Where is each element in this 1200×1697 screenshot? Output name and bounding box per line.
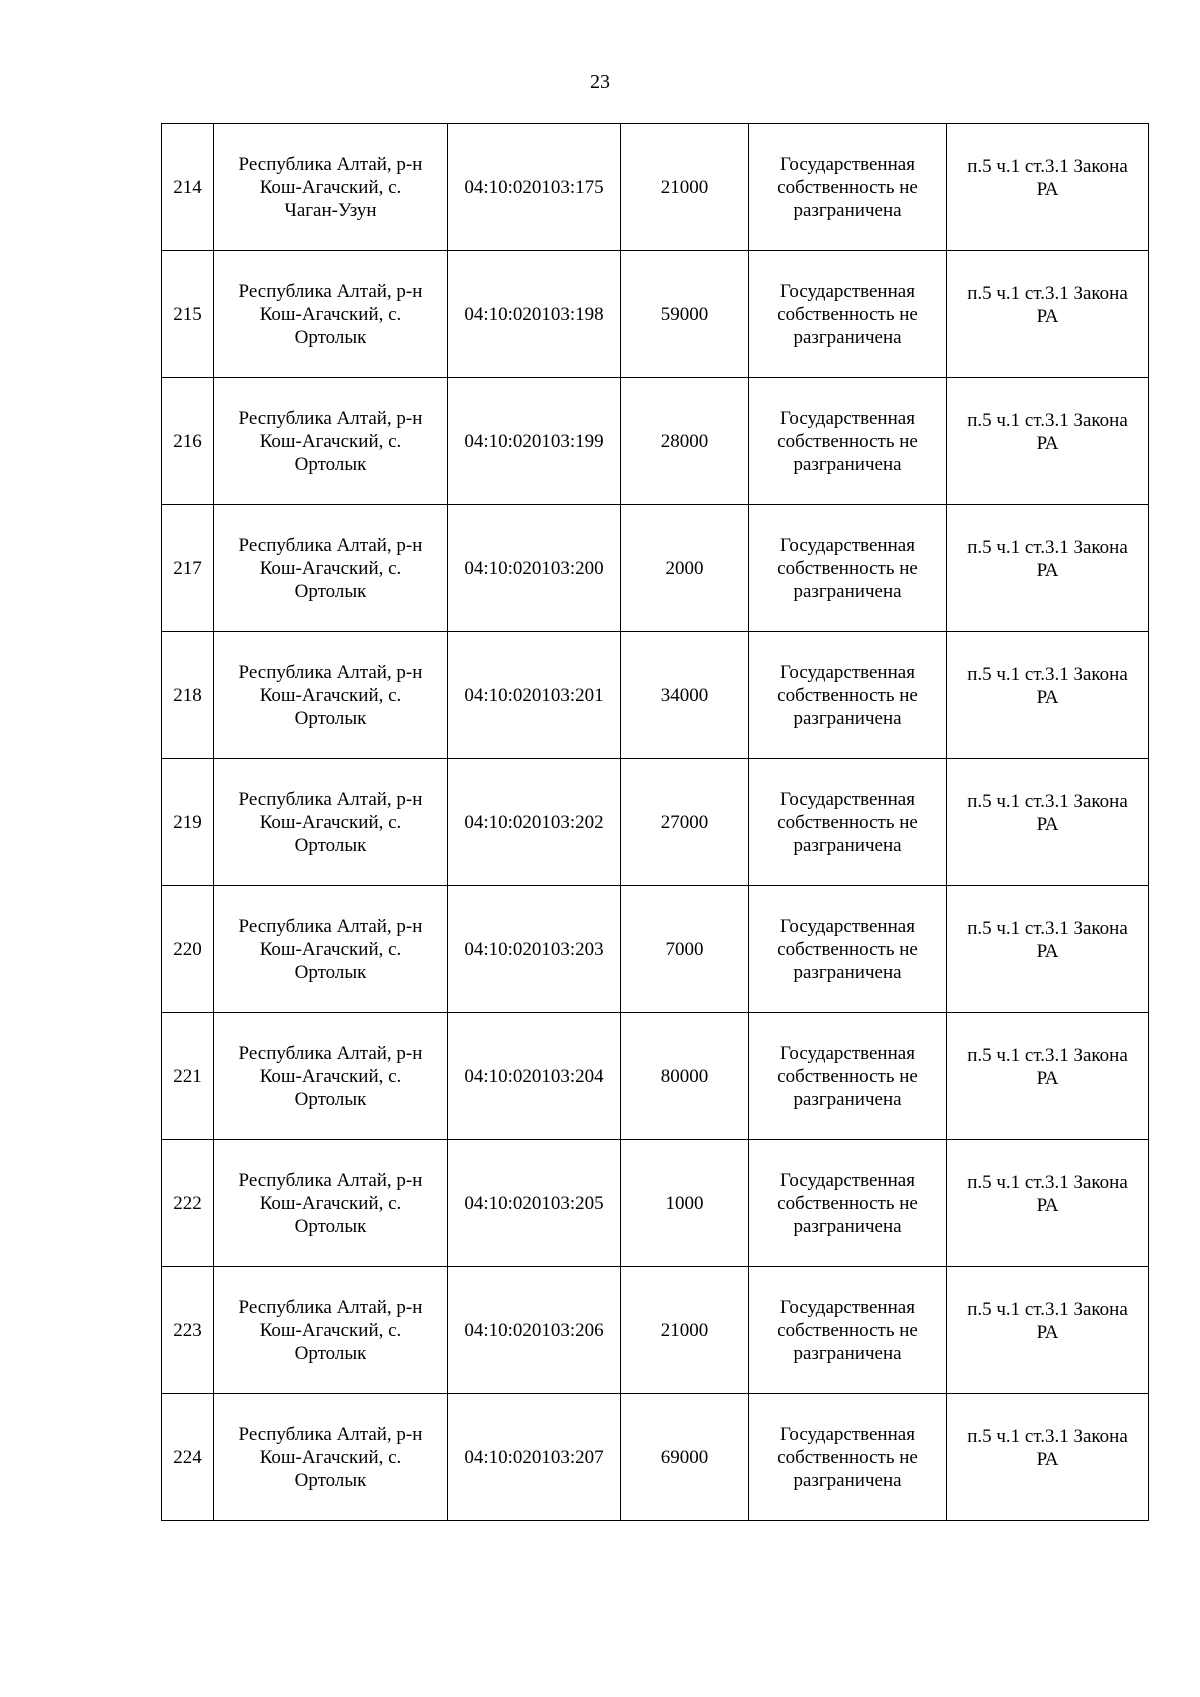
cell-text-line: Республика Алтай, р-н — [238, 534, 423, 556]
address-cell — [214, 632, 448, 759]
cell-text-line: Ортолык — [294, 580, 367, 602]
area-cell: 69000 — [621, 1394, 749, 1521]
cell-text-line: разграничена — [793, 1088, 902, 1110]
law-reference-cell — [947, 378, 1149, 505]
cell-text-line: Республика Алтай, р-н — [238, 661, 423, 683]
row-number-cell: 215 — [162, 251, 214, 378]
table-row — [162, 124, 1149, 251]
row-number-cell: 216 — [162, 378, 214, 505]
cell-text-line: Государственная — [780, 788, 915, 810]
law-reference-cell — [947, 124, 1149, 251]
law-reference-cell — [947, 759, 1149, 886]
cell-text-line: РА — [1036, 306, 1059, 327]
row-number-cell: 218 — [162, 632, 214, 759]
cell-text-line: РА — [1036, 1322, 1059, 1343]
cell-text-line: разграничена — [793, 1215, 902, 1237]
cadastral-number-cell: 04:10:020103:207 — [448, 1394, 621, 1521]
cell-text-line: п.5 ч.1 ст.3.1 Закона — [967, 791, 1128, 812]
law-reference-cell — [947, 505, 1149, 632]
cell-text-line: разграничена — [793, 1469, 902, 1491]
ownership-cell — [749, 1267, 947, 1394]
cell-text-line: собственность не — [777, 1065, 918, 1087]
cell-text-line: Ортолык — [294, 1469, 367, 1491]
address-cell — [214, 378, 448, 505]
law-reference-cell — [947, 1267, 1149, 1394]
cell-text-line: Республика Алтай, р-н — [238, 1296, 423, 1318]
cell-text-line: п.5 ч.1 ст.3.1 Закона — [967, 537, 1128, 558]
cell-text-line: Кош-Агачский, с. — [259, 1446, 402, 1468]
cell-text-line: Государственная — [780, 153, 915, 175]
cell-text-line: РА — [1036, 560, 1059, 581]
cell-text-line: РА — [1036, 433, 1059, 454]
cell-text-line: Государственная — [780, 1042, 915, 1064]
cell-text-line: Республика Алтай, р-н — [238, 280, 423, 302]
cell-text-line: Кош-Агачский, с. — [259, 430, 402, 452]
area-cell: 2000 — [621, 505, 749, 632]
cell-text-line: Государственная — [780, 915, 915, 937]
cadastral-number-cell: 04:10:020103:205 — [448, 1140, 621, 1267]
cell-text-line: Республика Алтай, р-н — [238, 407, 423, 429]
address-cell — [214, 1267, 448, 1394]
cell-text-line: Ортолык — [294, 1342, 367, 1364]
cell-text-line: собственность не — [777, 1446, 918, 1468]
table-row — [162, 886, 1149, 1013]
table-body — [162, 124, 1149, 1521]
cell-text-line: РА — [1036, 179, 1059, 200]
table-row — [162, 505, 1149, 632]
cell-text-line: собственность не — [777, 811, 918, 833]
cell-text-line: Республика Алтай, р-н — [238, 915, 423, 937]
cell-text-line: Государственная — [780, 661, 915, 683]
cell-text-line: Кош-Агачский, с. — [259, 1192, 402, 1214]
cell-text-line: п.5 ч.1 ст.3.1 Закона — [967, 1426, 1128, 1447]
cell-text-line: РА — [1036, 814, 1059, 835]
cell-text-line: Государственная — [780, 407, 915, 429]
address-cell — [214, 759, 448, 886]
cell-text-line: Кош-Агачский, с. — [259, 557, 402, 579]
cadastral-number-cell: 04:10:020103:201 — [448, 632, 621, 759]
ownership-cell — [749, 505, 947, 632]
cadastral-number-cell: 04:10:020103:198 — [448, 251, 621, 378]
ownership-cell — [749, 378, 947, 505]
cell-text-line: п.5 ч.1 ст.3.1 Закона — [967, 410, 1128, 431]
ownership-cell — [749, 1140, 947, 1267]
cell-text-line: разграничена — [793, 580, 902, 602]
cell-text-line: п.5 ч.1 ст.3.1 Закона — [967, 918, 1128, 939]
cell-text-line: собственность не — [777, 938, 918, 960]
row-number-cell: 217 — [162, 505, 214, 632]
cadastral-number-cell: 04:10:020103:202 — [448, 759, 621, 886]
cell-text-line: Кош-Агачский, с. — [259, 1319, 402, 1341]
law-reference-cell — [947, 1394, 1149, 1521]
cell-text-line: РА — [1036, 1449, 1059, 1470]
table-row — [162, 759, 1149, 886]
cell-text-line: Ортолык — [294, 326, 367, 348]
cell-text-line: Государственная — [780, 1296, 915, 1318]
address-cell — [214, 1013, 448, 1140]
row-number-cell: 222 — [162, 1140, 214, 1267]
cadastral-number-cell: 04:10:020103:200 — [448, 505, 621, 632]
area-cell: 1000 — [621, 1140, 749, 1267]
cell-text-line: Ортолык — [294, 453, 367, 475]
cell-text-line: собственность не — [777, 684, 918, 706]
law-reference-cell — [947, 1013, 1149, 1140]
ownership-cell — [749, 124, 947, 251]
address-cell — [214, 251, 448, 378]
cell-text-line: п.5 ч.1 ст.3.1 Закона — [967, 664, 1128, 685]
cell-text-line: Государственная — [780, 1169, 915, 1191]
row-number-cell: 219 — [162, 759, 214, 886]
table-row — [162, 378, 1149, 505]
area-cell: 21000 — [621, 1267, 749, 1394]
cadastral-number-cell: 04:10:020103:206 — [448, 1267, 621, 1394]
cell-text-line: Государственная — [780, 1423, 915, 1445]
cell-text-line: Государственная — [780, 534, 915, 556]
cell-text-line: Республика Алтай, р-н — [238, 1042, 423, 1064]
cell-text-line: Кош-Агачский, с. — [259, 1065, 402, 1087]
address-cell — [214, 1394, 448, 1521]
law-reference-cell — [947, 251, 1149, 378]
cell-text-line: Государственная — [780, 280, 915, 302]
ownership-cell — [749, 759, 947, 886]
table-row — [162, 1013, 1149, 1140]
cell-text-line: РА — [1036, 687, 1059, 708]
cell-text-line: п.5 ч.1 ст.3.1 Закона — [967, 1172, 1128, 1193]
area-cell: 28000 — [621, 378, 749, 505]
cell-text-line: Чаган-Узун — [284, 199, 377, 221]
row-number-cell: 224 — [162, 1394, 214, 1521]
cadastral-number-cell: 04:10:020103:199 — [448, 378, 621, 505]
cell-text-line: собственность не — [777, 1192, 918, 1214]
page-number: 23 — [590, 71, 610, 93]
cell-text-line: Ортолык — [294, 961, 367, 983]
ownership-cell — [749, 886, 947, 1013]
ownership-cell — [749, 632, 947, 759]
cell-text-line: Ортолык — [294, 1215, 367, 1237]
cell-text-line: Кош-Агачский, с. — [259, 811, 402, 833]
law-reference-cell — [947, 1140, 1149, 1267]
cell-text-line: Кош-Агачский, с. — [259, 303, 402, 325]
cell-text-line: разграничена — [793, 199, 902, 221]
cell-text-line: разграничена — [793, 1342, 902, 1364]
cell-text-line: собственность не — [777, 176, 918, 198]
cell-text-line: собственность не — [777, 430, 918, 452]
address-cell — [214, 505, 448, 632]
cell-text-line: РА — [1036, 1195, 1059, 1216]
cell-text-line: Ортолык — [294, 834, 367, 856]
cadastral-number-cell: 04:10:020103:203 — [448, 886, 621, 1013]
cell-text-line: собственность не — [777, 557, 918, 579]
cell-text-line: Ортолык — [294, 1088, 367, 1110]
row-number-cell: 221 — [162, 1013, 214, 1140]
table-row — [162, 1267, 1149, 1394]
cell-text-line: разграничена — [793, 834, 902, 856]
cell-text-line: разграничена — [793, 326, 902, 348]
area-cell: 80000 — [621, 1013, 749, 1140]
address-cell — [214, 886, 448, 1013]
cell-text-line: п.5 ч.1 ст.3.1 Закона — [967, 1045, 1128, 1066]
cadastral-number-cell: 04:10:020103:175 — [448, 124, 621, 251]
cell-text-line: собственность не — [777, 1319, 918, 1341]
cell-text-line: п.5 ч.1 ст.3.1 Закона — [967, 156, 1128, 177]
address-cell — [214, 1140, 448, 1267]
cell-text-line: Кош-Агачский, с. — [259, 938, 402, 960]
ownership-cell — [749, 1013, 947, 1140]
land-plots-table — [161, 123, 1149, 1521]
area-cell: 59000 — [621, 251, 749, 378]
cell-text-line: Кош-Агачский, с. — [259, 684, 402, 706]
table-row — [162, 1394, 1149, 1521]
cell-text-line: РА — [1036, 1068, 1059, 1089]
cell-text-line: п.5 ч.1 ст.3.1 Закона — [967, 283, 1128, 304]
cell-text-line: Республика Алтай, р-н — [238, 1423, 423, 1445]
law-reference-cell — [947, 886, 1149, 1013]
row-number-cell: 220 — [162, 886, 214, 1013]
cell-text-line: разграничена — [793, 961, 902, 983]
cell-text-line: разграничена — [793, 707, 902, 729]
cell-text-line: п.5 ч.1 ст.3.1 Закона — [967, 1299, 1128, 1320]
ownership-cell — [749, 251, 947, 378]
area-cell: 27000 — [621, 759, 749, 886]
row-number-cell: 223 — [162, 1267, 214, 1394]
cell-text-line: Ортолык — [294, 707, 367, 729]
cell-text-line: Республика Алтай, р-н — [238, 788, 423, 810]
cell-text-line: Республика Алтай, р-н — [238, 1169, 423, 1191]
address-cell — [214, 124, 448, 251]
area-cell: 34000 — [621, 632, 749, 759]
table-row — [162, 1140, 1149, 1267]
cell-text-line: РА — [1036, 941, 1059, 962]
cell-text-line: собственность не — [777, 303, 918, 325]
cell-text-line: Кош-Агачский, с. — [259, 176, 402, 198]
area-cell: 7000 — [621, 886, 749, 1013]
cell-text-line: Республика Алтай, р-н — [238, 153, 423, 175]
ownership-cell — [749, 1394, 947, 1521]
cell-text-line: разграничена — [793, 453, 902, 475]
area-cell: 21000 — [621, 124, 749, 251]
law-reference-cell — [947, 632, 1149, 759]
table-row — [162, 632, 1149, 759]
row-number-cell: 214 — [162, 124, 214, 251]
cadastral-number-cell: 04:10:020103:204 — [448, 1013, 621, 1140]
table-row — [162, 251, 1149, 378]
